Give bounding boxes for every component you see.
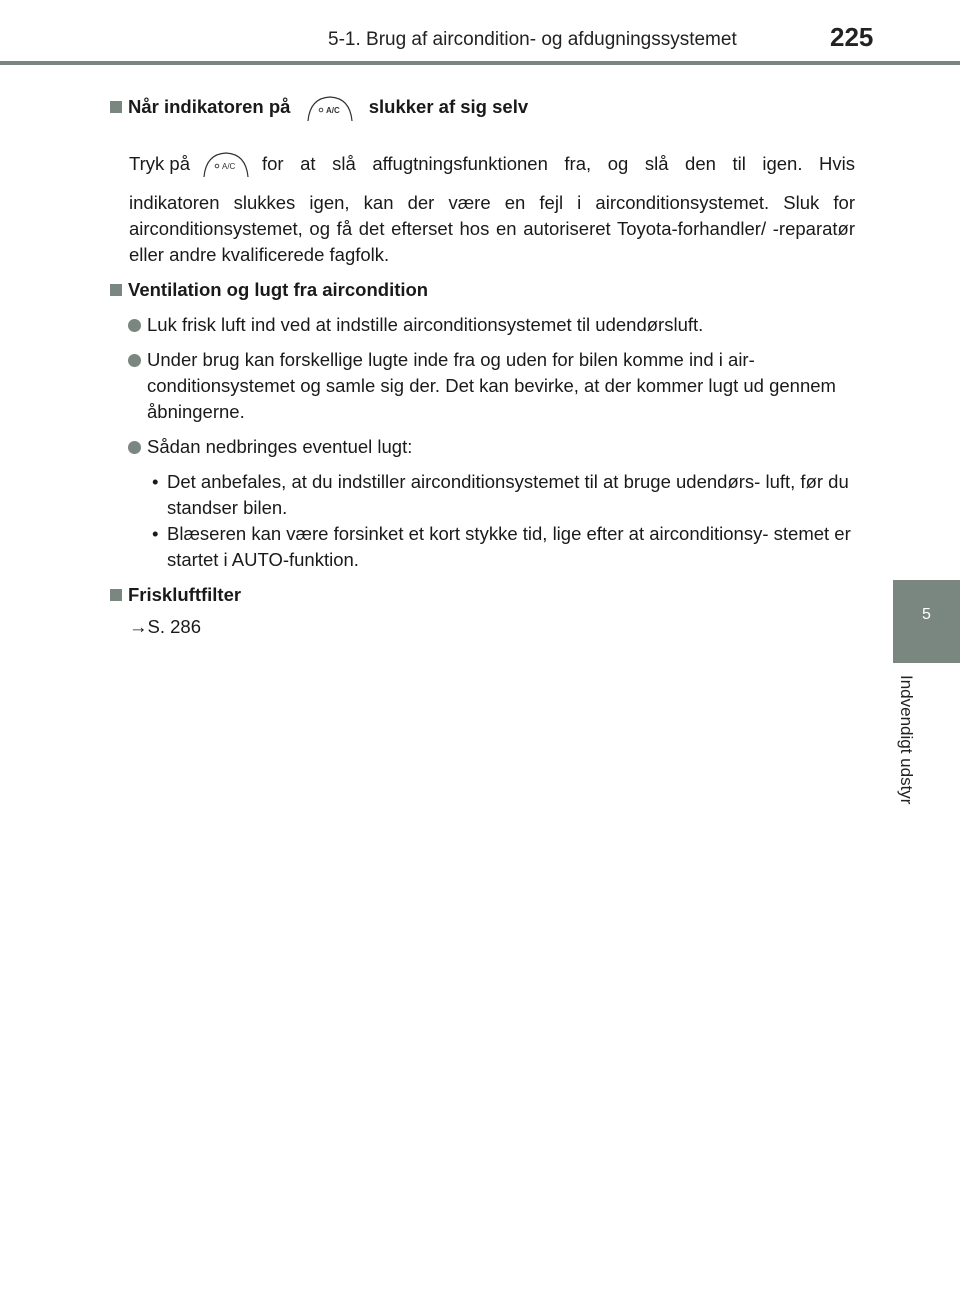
svg-text:A/C: A/C <box>325 106 340 116</box>
header-title: 5-1. Brug af aircondition- og afdugningssystemet <box>328 29 737 50</box>
page-reference-link[interactable]: →S. 286 <box>129 616 201 638</box>
square-bullet-icon <box>110 284 122 296</box>
heading-text-before: Når indikatoren på <box>128 96 291 117</box>
list-item: Luk frisk luft ind ved at indstille airconditionsystemet til udendørsluft. <box>110 312 855 338</box>
circle-bullet-icon <box>128 441 141 454</box>
para-text-after: for at slå affugtningsfunktionen fra, og slå den til igen. Hvis <box>262 153 855 175</box>
square-bullet-icon <box>110 101 122 113</box>
list-item: Sådan nedbringes eventuel lugt: <box>110 434 855 460</box>
para-text-before: Tryk på <box>129 153 190 175</box>
chapter-label: Indvendigt udstyr <box>897 675 916 805</box>
section-heading-ventilation <box>110 277 855 303</box>
sub-list-item: • Blæseren kan være forsinket et kort stykke tid, lige efter at airconditionsy- stemet er startet i AUTO-funktion. <box>152 523 851 571</box>
chapter-tab <box>893 580 960 663</box>
dot-bullet-icon: • <box>152 471 159 493</box>
chapter-number: 5 <box>922 606 931 623</box>
page-content <box>110 94 855 640</box>
circle-bullet-icon <box>128 319 141 332</box>
sub-list-item: • Det anbefales, at du indstiller airconditionsystemet til at bruge udendørs- luft, før du standser bilen. <box>152 471 849 519</box>
header-rule <box>0 61 960 65</box>
square-bullet-icon <box>110 589 122 601</box>
ac-button-icon-inline <box>202 150 250 178</box>
circle-bullet-icon <box>128 354 141 367</box>
dot-bullet-icon: • <box>152 523 159 545</box>
page-number: 225 <box>830 22 874 52</box>
arrow-right-icon: → <box>129 616 148 638</box>
ac-button-icon <box>306 94 354 122</box>
section-heading-filter <box>110 582 855 608</box>
heading-text: Ventilation og lugt fra aircondition <box>128 279 429 301</box>
instruction-paragraph <box>129 150 855 268</box>
list-item: Under brug kan forskellige lugte inde fra og uden for bilen komme ind i air- conditionsystemet og samle sig der. Det kan bevirke, at der kommer lugt ud gennem åbningerne. <box>110 347 855 425</box>
section-heading-indicator <box>110 94 855 122</box>
para-text-rest: indikatoren slukkes igen, kan der være en fejl i airconditionsystemet. Sluk for airconditionsystemet, og få det efterset hos en autoriseret Toyota-forhandler/ -reparatør eller andre kvalificerede fagfolk. <box>129 192 855 266</box>
heading-text-after: slukker af sig selv <box>368 96 529 117</box>
heading-text: Friskluftfilter <box>128 584 242 606</box>
svg-text:A/C: A/C <box>222 162 236 172</box>
